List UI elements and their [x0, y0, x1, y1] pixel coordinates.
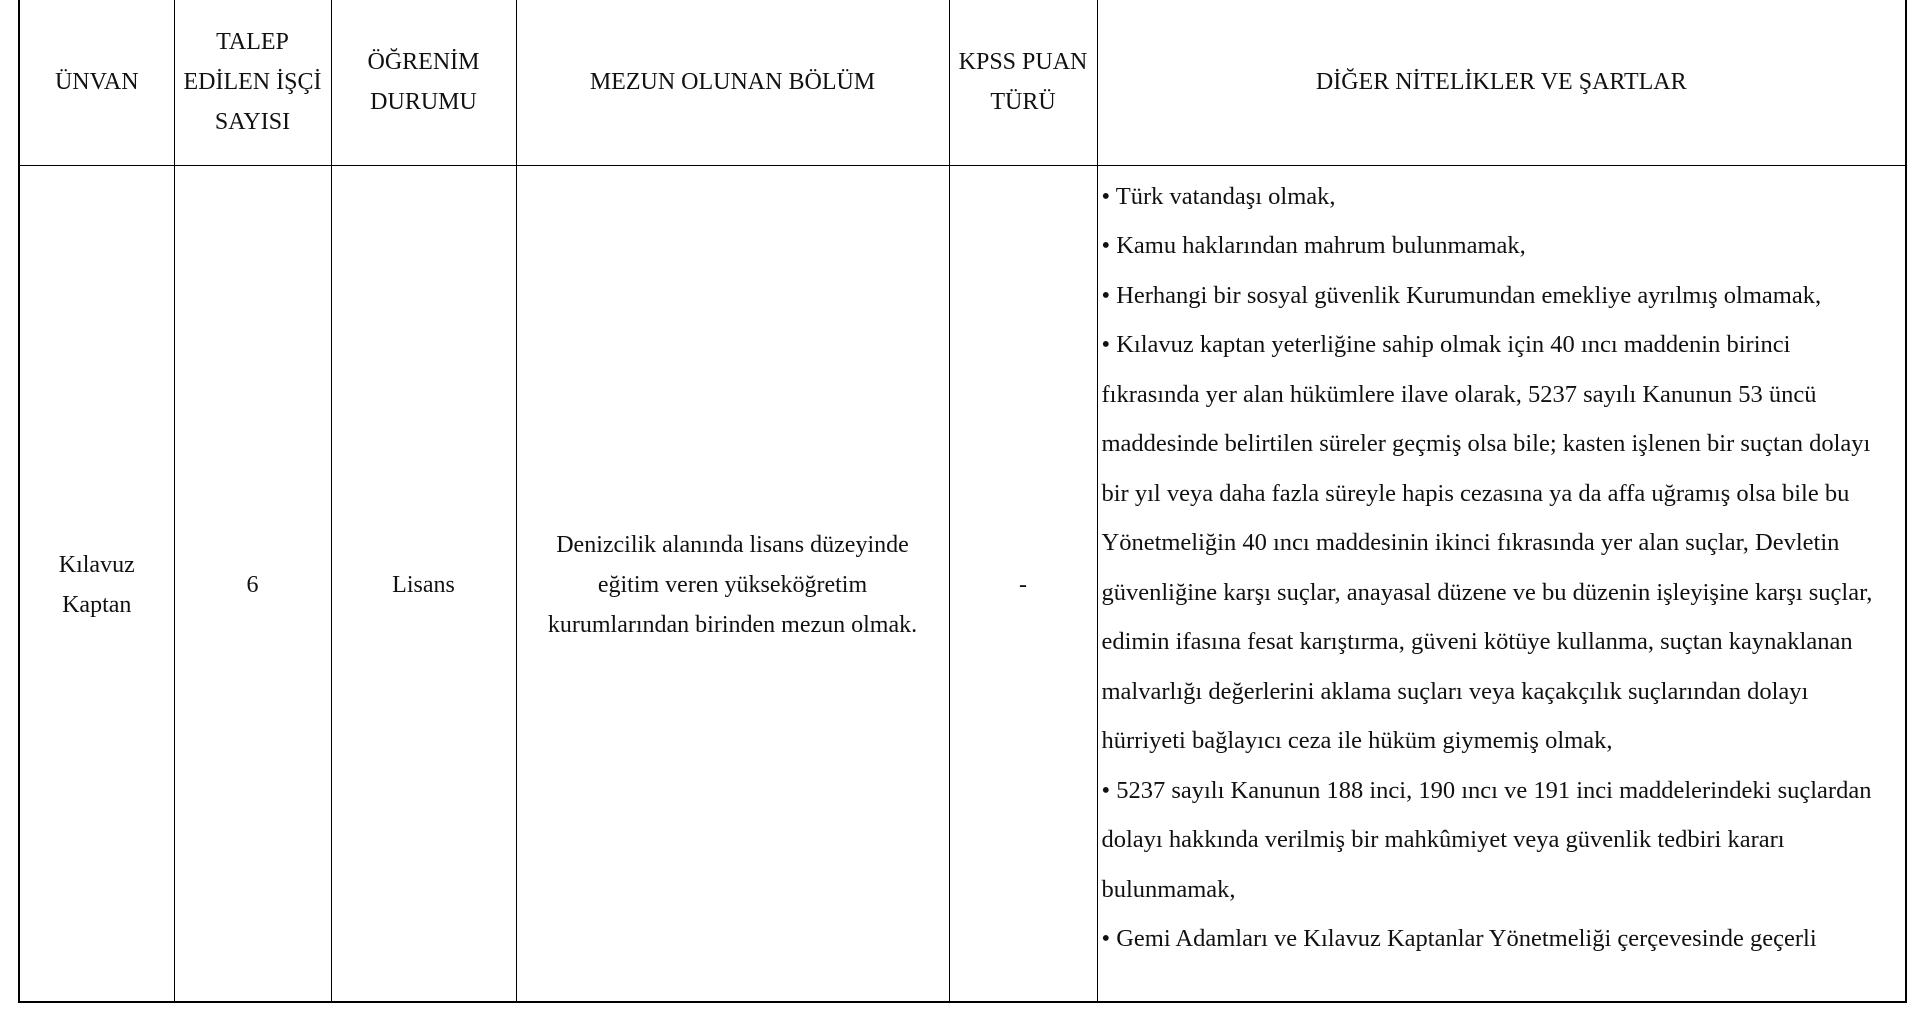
- requirement-item: • Herhangi bir sosyal güvenlik Kurumundan emekliye ayrılmış olmamak,: [1101, 281, 1822, 309]
- job-requirements-table: [20, 0, 1905, 1003]
- requirement-item: • Gemi Adamları ve Kılavuz Kaptanlar Yönetmeliği çerçevesinde geçerli: [1101, 925, 1817, 952]
- cell-ogrenim-durumu: Lisans: [331, 165, 516, 1003]
- header-kpss-puan-turu: KPSS PUAN TÜRÜ: [949, 0, 1097, 165]
- header-unvan: ÜNVAN: [20, 0, 174, 165]
- cell-unvan: Kılavuz Kaptan: [20, 165, 174, 1003]
- header-talep-edilen-isci-sayisi: TALEP EDİLEN İŞÇİ SAYISI: [174, 0, 331, 165]
- requirement-item: • Kamu haklarından mahrum bulunmamak,: [1101, 232, 1526, 259]
- cell-mezun-olunan-bolum: Denizcilik alanında lisans düzeyinde eğitim veren yükseköğretim kurumlarından birinden mezun olmak.: [516, 165, 949, 1003]
- table-row: [20, 165, 1905, 1003]
- header-ogrenim-durumu: ÖĞRENİM DURUMU: [331, 0, 516, 165]
- cell-kpss-puan-turu: -: [949, 165, 1097, 1003]
- header-diger-nitelikler: DİĞER NİTELİKLER VE ŞARTLAR: [1097, 0, 1905, 165]
- header-row: [20, 0, 1905, 165]
- job-requirements-sheet: [18, 0, 1907, 1003]
- requirement-item: • Türk vatandaşı olmak,: [1101, 182, 1336, 210]
- header-mezun-olunan-bolum: MEZUN OLUNAN BÖLÜM: [516, 0, 949, 165]
- requirement-item: • 5237 sayılı Kanunun 188 inci, 190 ıncı ve 191 inci maddelerindeki suçlardan dolayı hakkında verilmiş bir mahkûmiyet veya güvenlik tedbiri kararı bulunmamak,: [1101, 776, 1872, 903]
- requirement-item: • Kılavuz kaptan yeterliğine sahip olmak için 40 ıncı maddenin birinci fıkrasında yer alan hükümlere ilave olarak, 5237 sayılı Kanunun 53 üncü maddesinde belirtilen süreler geçmiş olsa bile; kasten işlenen bir suçtan dolayı bir yıl veya daha fazla süreyle hapis cezasına ya da affa uğramış olsa bile bu Yönetmeliğin 40 ıncı maddesinin ikinci fıkrasında yer alan suçlar, Devletin güvenliğine karşı suçlar, anayasal düzene ve bu düzenin işleyişine karşı suçlar, edimin ifasına fesat karıştırma, güveni kötüye kullanma, suçtan kaynaklanan malvarlığı değerlerini aklama suçları veya kaçakçılık suçlarından dolayı hürriyeti bağlayıcı ceza ile hüküm giymemiş olmak,: [1101, 331, 1873, 754]
- cell-isci-sayisi: 6: [174, 165, 331, 1003]
- cell-requirements: [1097, 165, 1905, 1003]
